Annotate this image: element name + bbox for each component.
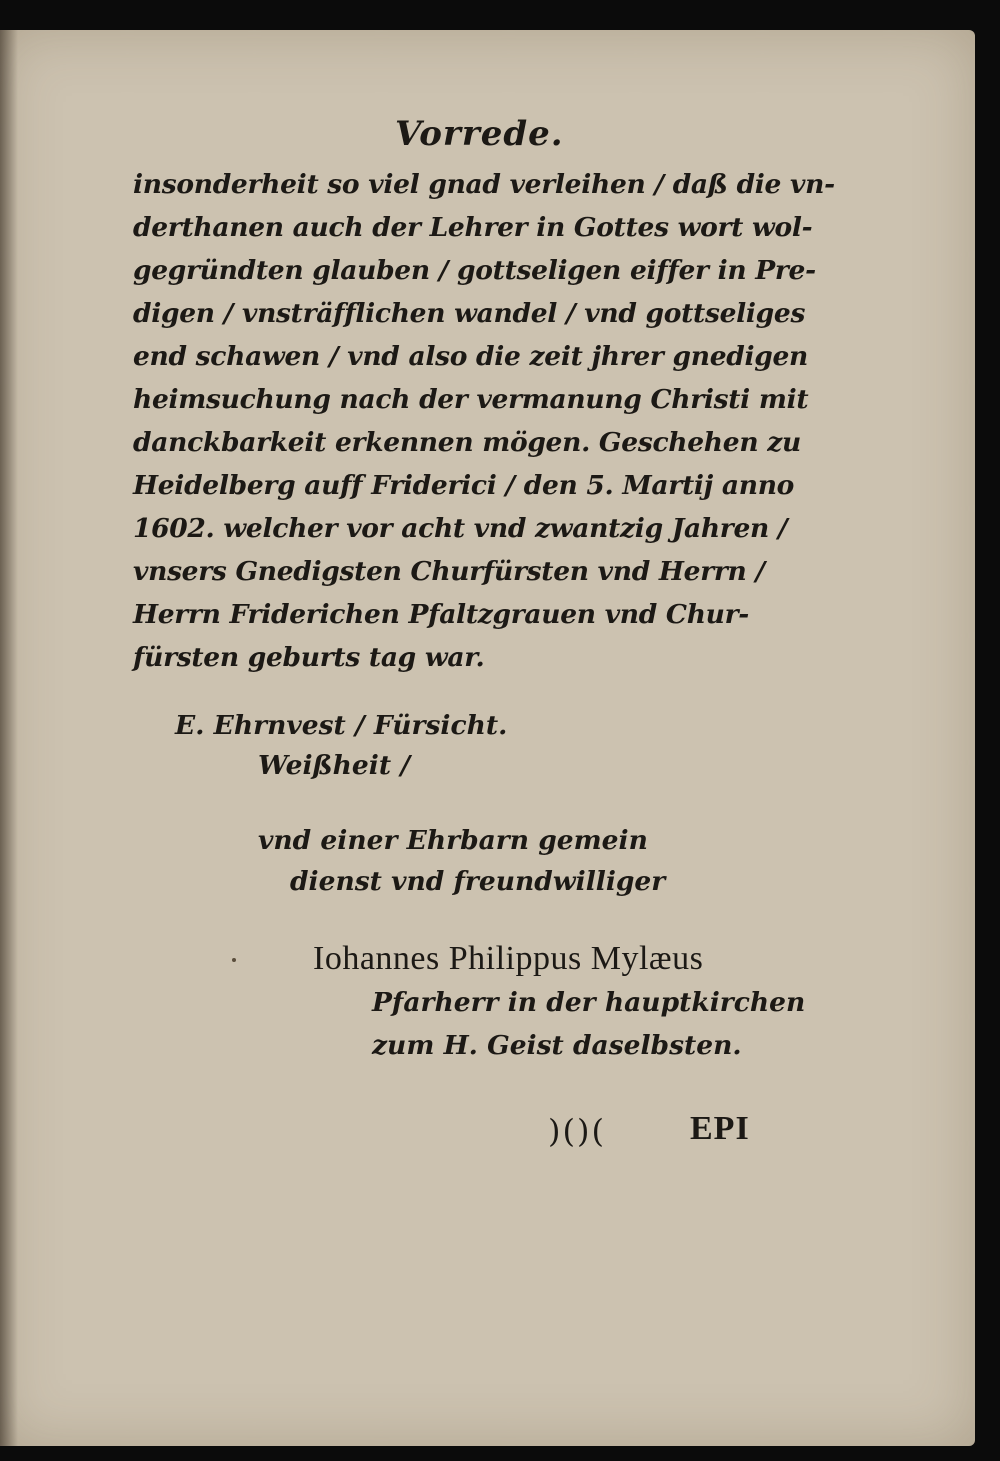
body-line: heimsuchung nach der vermanung Christi mit — [133, 384, 809, 415]
paper-speck — [232, 958, 236, 962]
body-line: end schawen / vnd also die zeit jhrer gnedigen — [133, 341, 809, 372]
body-line: fürsten geburts tag war. — [133, 642, 485, 673]
body-line: vnsers Gnedigsten Churfürsten vnd Herrn / — [133, 556, 765, 587]
closing-salutation-cont: Weißheit / — [258, 750, 410, 781]
catchword: EPI — [690, 1110, 750, 1147]
signature-place: zum H. Geist daselbsten. — [372, 1030, 742, 1061]
body-line: insonderheit so viel gnad verleihen / daß die vn- — [133, 169, 835, 200]
book-page — [0, 30, 975, 1446]
closing-salutation: E. Ehrnvest / Fürsicht. — [175, 710, 508, 741]
body-line: Heidelberg auff Friderici / den 5. Martij anno — [133, 470, 795, 501]
body-text — [133, 163, 835, 679]
running-head: Vorrede. — [395, 114, 564, 154]
signature-name: Iohannes Philippus Mylæus — [313, 940, 704, 977]
signature-title: Pfarherr in der hauptkirchen — [372, 987, 806, 1018]
closing-address: vnd einer Ehrbarn gemein — [258, 825, 648, 856]
closing-service: dienst vnd freundwilliger — [290, 866, 666, 897]
binding-shadow — [0, 30, 18, 1446]
body-line: derthanen auch der Lehrer in Gottes wort wol- — [133, 212, 813, 243]
body-line: digen / vnsträfflichen wandel / vnd gottseliges — [133, 298, 806, 329]
signature-mark: )()( — [548, 1112, 606, 1150]
body-line: danckbarkeit erkennen mögen. Geschehen zu — [133, 427, 801, 458]
body-line: 1602. welcher vor acht vnd zwantzig Jahren / — [133, 513, 788, 544]
body-line: gegründten glauben / gottseligen eiffer in Pre- — [133, 255, 816, 286]
body-line: Herrn Friderichen Pfaltzgrauen vnd Chur- — [133, 599, 750, 630]
